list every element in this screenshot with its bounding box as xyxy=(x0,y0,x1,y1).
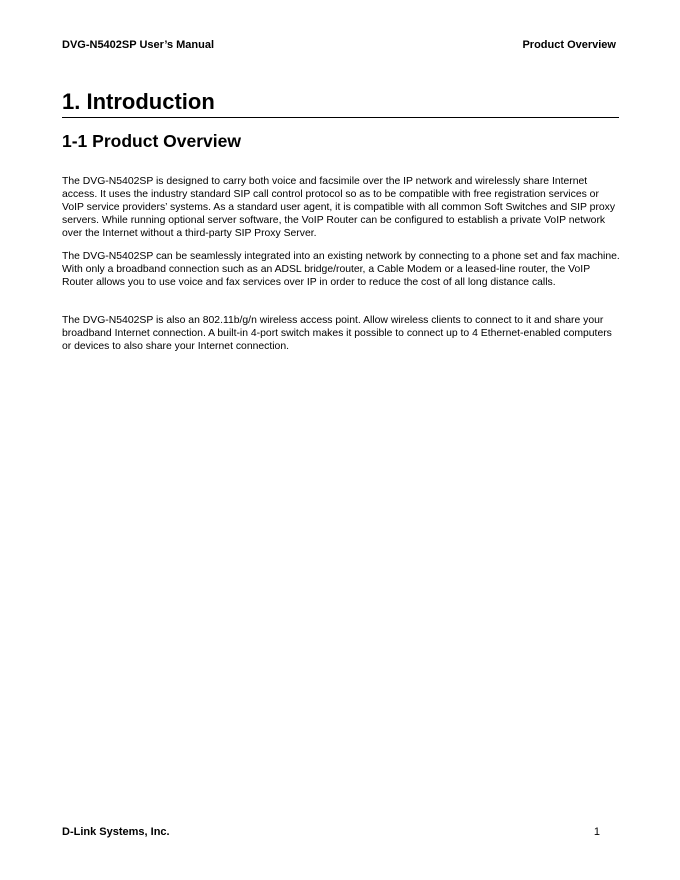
page-header xyxy=(62,39,616,55)
page-footer xyxy=(62,826,600,842)
paragraph-3: The DVG-N5402SP is also an 802.11b/g/n wireless access point. Allow wireless clients to connect to it and share your broadband Internet connection. A built-in 4-port switch makes it possible to connect up to 4 Ethernet-enabled computers or devices to also share your Internet connection. xyxy=(62,315,612,352)
paragraph-2: The DVG-N5402SP can be seamlessly integrated into an existing network by connecting to a phone set and fax machine. With only a broadband connection such as an ADSL bridge/router, a Cable Modem or a leased-line router, the VoIP Router allows you to use voice and fax services over IP in order to reduce the cost of all long distance calls. xyxy=(62,251,620,288)
chapter-title: 1. Introduction xyxy=(62,89,215,114)
title-divider xyxy=(62,117,619,118)
company-name: D-Link Systems, Inc. xyxy=(62,826,170,838)
section-title: 1-1 Product Overview xyxy=(62,131,241,151)
page-number: 1 xyxy=(593,826,600,838)
manual-title: DVG-N5402SP User’s Manual xyxy=(62,39,215,51)
paragraph-1: The DVG-N5402SP is designed to carry both voice and facsimile over the IP network and wirelessly share Internet access. It uses the industry standard SIP call control protocol so as to be compatible with free registration services or VoIP service providers’ systems. As a standard user agent, it is compatible with all common Soft Switches and SIP proxy servers. While running optional server software, the VoIP Router can be configured to establish a private VoIP network over the Internet without a third-party SIP Proxy Server. xyxy=(62,176,616,239)
running-section-title: Product Overview xyxy=(522,39,616,51)
